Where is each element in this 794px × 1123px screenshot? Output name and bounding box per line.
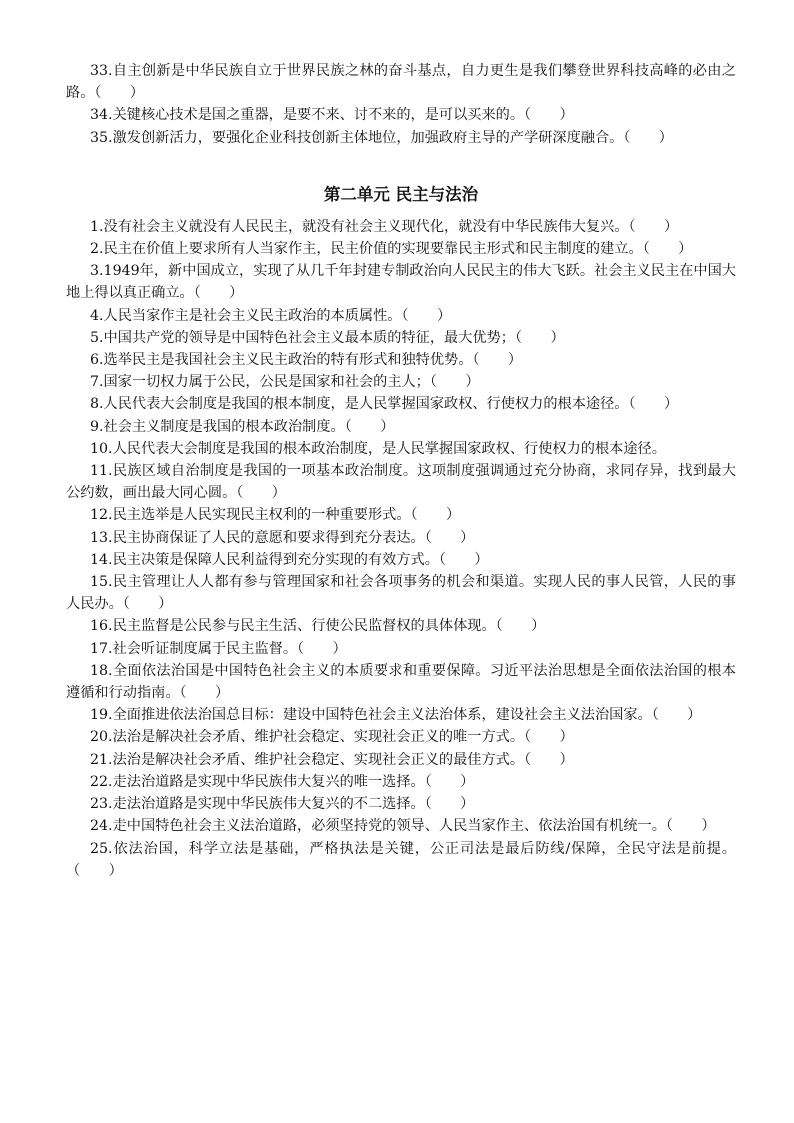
- question-item: 15.民主管理让人人都有参与管理国家和社会各项事务的机会和渠道。实现人民的事人民管，人民的事人民办。（ ）: [66, 574, 736, 613]
- document-content: [66, 60, 736, 882]
- question-item: 21.法治是解决社会矛盾、维护社会稳定、实现社会正义的最佳方式。（ ）: [90, 751, 574, 768]
- question-item: 13.民主协商保证了人民的意愿和要求得到充分表达。（ ）: [90, 529, 475, 546]
- question-item: 10.人民代表大会制度是我国的根本政治制度，是人民掌握国家政权、行使权力的根本途径。: [90, 440, 666, 457]
- question-item: 2.民主在价值上要求所有人当家作主，民主价值的实现要靠民主形式和民主制度的建立。（ ）: [90, 241, 693, 258]
- question-item: 14.民主决策是保障人民利益得到充分实现的有效方式。（ ）: [90, 551, 489, 568]
- question-item: 7.国家一切权力属于公民，公民是国家和社会的主人；（ ）: [90, 374, 480, 391]
- question-item: 34.关键核心技术是国之重器，是要不来、讨不来的，是可以买来的。（ ）: [90, 107, 574, 124]
- question-item: 9.社会主义制度是我国的根本政治制度。（ ）: [90, 418, 395, 435]
- question-item: 16.民主监督是公民参与民主生活、行使公民监督权的具体体现。（ ）: [90, 618, 546, 635]
- question-item: 17.社会听证制度属于民主监督。（ ）: [90, 640, 347, 657]
- question-item: 1.没有社会主义就没有人民民主，就没有社会主义现代化，就没有中华民族伟大复兴。（ ）: [90, 218, 679, 235]
- section-heading: 第二单元 民主与法治: [323, 184, 479, 204]
- section-1-items: [66, 60, 736, 149]
- question-item: 11.民族区域自治制度是我国的一项基本政治制度。这项制度强调通过充分协商，求同存异，找到最大公约数，画出最大同心圆。（ ）: [66, 463, 736, 502]
- question-item: 23.走法治道路是实现中华民族伟大复兴的不二选择。（ ）: [90, 796, 475, 813]
- question-item: 20.法治是解决社会矛盾、维护社会稳定、实现社会正义的唯一方式。（ ）: [90, 729, 574, 746]
- question-item: 24.走中国特色社会主义法治道路，必须坚持党的领导、人民当家作主、依法治国有机统一。（ ）: [90, 818, 716, 835]
- question-item: 25.依法治国，科学立法是基础，严格执法是关键，公正司法是最后防线/保障，全民守法是前提。（ ）: [66, 840, 736, 879]
- question-item: 35.激发创新活力，要强化企业科技创新主体地位，加强政府主导的产学研深度融合。（ ）: [90, 129, 673, 146]
- question-item: 22.走法治道路是实现中华民族伟大复兴的唯一选择。（ ）: [90, 773, 475, 790]
- question-item: 19.全面推进依法治国总目标：建设中国特色社会主义法治体系，建设社会主义法治国家。（ ）: [90, 707, 702, 724]
- section-2-items: [66, 216, 736, 882]
- question-item: 8.人民代表大会制度是我国的根本制度，是人民掌握国家政权、行使权力的根本途径。（ ）: [90, 396, 679, 413]
- question-item: 33.自主创新是中华民族自立于世界民族之林的奋斗基点，自力更生是我们攀登世界科技高峰的必由之路。（ ）: [66, 63, 736, 102]
- question-item: 18.全面依法治国是中国特色社会主义的本质要求和重要保障。习近平法治思想是全面依法治国的根本遵循和行动指南。（ ）: [66, 662, 736, 702]
- question-item: 5.中国共产党的领导是中国特色社会主义最本质的特征，最大优势；（ ）: [90, 329, 565, 346]
- question-item: 6.选举民主是我国社会主义民主政治的特有形式和独特优势。（ ）: [90, 352, 523, 369]
- question-item: 4.人民当家作主是社会主义民主政治的本质属性。（ ）: [90, 307, 452, 324]
- question-item: 3.1949年，新中国成立，实现了从几千年封建专制政治向人民民主的伟大飞跃。社会主义民主在中国大地上得以真正确立。（ ）: [66, 263, 736, 302]
- question-item: 12.民主选举是人民实现民主权利的一种重要形式。（ ）: [90, 507, 461, 524]
